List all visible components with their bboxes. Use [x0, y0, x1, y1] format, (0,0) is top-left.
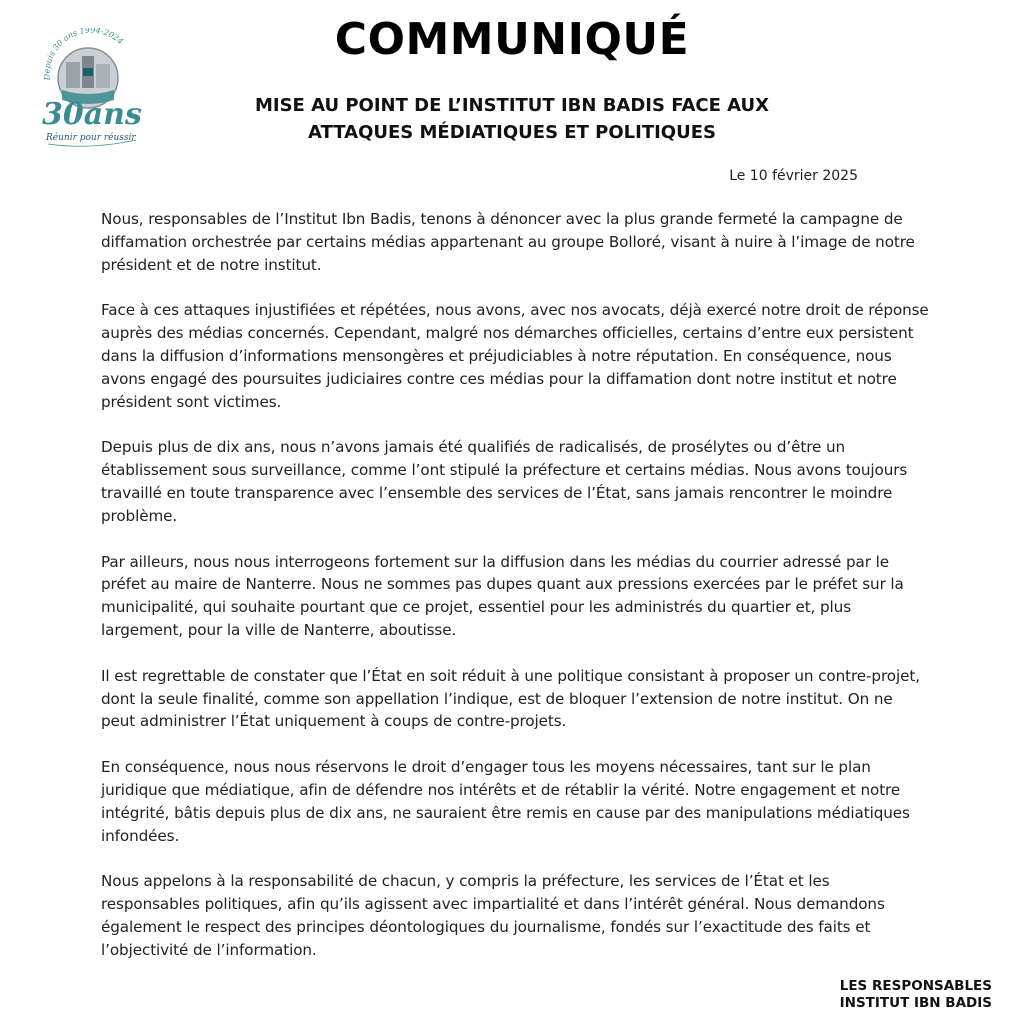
signature-line-2: INSTITUT IBN BADIS — [839, 995, 992, 1011]
logo-emblem-text: 30ans — [42, 97, 142, 132]
document-body — [101, 208, 931, 985]
page-title: COMMUNIQUÉ — [334, 14, 690, 65]
signature-block — [840, 978, 992, 1012]
paragraph: En conséquence, nous nous réservons le droit d’engager tous les moyens nécessaires, tant sur le plan juridique que médiatique, afin de défendre nos intérêts et de rétablir la vérité. Notre engagement et notre intégrité, bâtis depuis plus de dix ans, ne sauraient être remis en cause par des manipulations médiatiques infondées. — [101, 758, 910, 845]
paragraph: Nous, responsables de l’Institut Ibn Badis, tenons à dénoncer avec la plus grande fermeté la campagne de diffamation orchestrée par certains médias appartenant au groupe Bolloré, visant à nuire à l’image de notre président et de notre institut. — [101, 210, 915, 274]
page-subtitle — [200, 92, 824, 146]
logo-motto: Réunir pour réussir — [46, 133, 136, 143]
paragraph: Face à ces attaques injustifiées et répétées, nous avons, avec nos avocats, déjà exercé notre droit de réponse auprès des médias concernés. Cependant, malgré nos démarches officielles, certains d’entre eux persistent dans la diffusion d’informations mensongères et préjudiciables à notre réputation. En conséquence, nous avons engagé des poursuites judiciaires contre ces médias pour la diffamation dont notre institut et notre président sont victimes. — [101, 301, 929, 411]
paragraph: Nous appelons à la responsabilité de chacun, y compris la préfecture, les services de l’État et les responsables politiques, afin qu’ils agissent avec impartialité et dans l’intérêt général. Nous demandons également le respect des principes déontologiques du journalisme, fondés sur l’exactitude des faits et l’objectivité de l’information. — [101, 872, 885, 959]
subtitle-line-1: MISE AU POINT DE L’INSTITUT IBN BADIS FACE AUX — [254, 95, 770, 116]
subtitle-line-2: ATTAQUES MÉDIATIQUES ET POLITIQUES — [308, 122, 716, 143]
paragraph: Par ailleurs, nous nous interrogeons fortement sur la diffusion dans les médias du courrier adressé par le préfet au maire de Nanterre. Nous ne sommes pas dupes quant aux pressions exercées par le préfet sur la municipalité, qui souhaite pourtant que ce projet, essentiel pour les administrés du quartier et, plus largement, pour la ville de Nanterre, aboutisse. — [101, 552, 904, 639]
paragraph: Depuis plus de dix ans, nous n’avons jamais été qualifiés de radicalisés, de prosélytes ou d’être un établissement sous surveillance, comme l’ont stipulé la préfecture et certains médias. Nous avons toujours travaillé en toute transparence avec l’ensemble des services de l’État, sans jamais rencontrer le moindre problème. — [101, 438, 908, 525]
signature-line-1: LES RESPONSABLES — [839, 978, 992, 994]
document-date: Le 10 février 2025 — [729, 168, 858, 184]
paragraph: Il est regrettable de constater que l’État en soit réduit à une politique consistant à proposer un contre-projet, dont la seule finalité, comme son appellation l’indique, est de bloquer l’extension de notre institut. On ne peut administrer l’État uniquement à coups de contre-projets. — [101, 666, 920, 731]
logo-arc-text: Depuis 30 ans 1994-2024 — [42, 28, 125, 81]
